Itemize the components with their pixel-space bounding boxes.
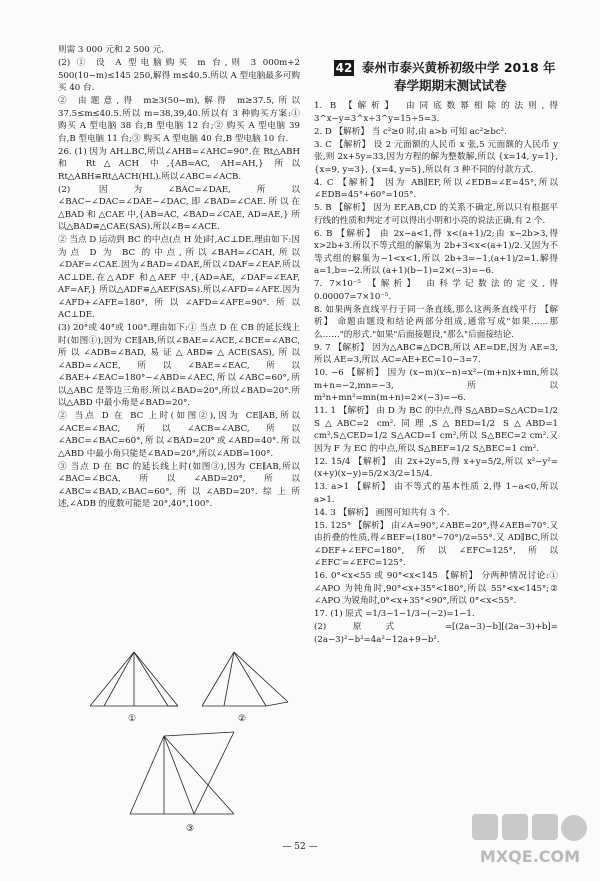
right-paragraph: 13. a>1 【解析】 由不等式的基本性质 2,得 1−a<0,所以 a>1. <box>314 482 558 505</box>
test-title-line2: 春学期期末测试试卷 <box>394 78 507 93</box>
geometry-figure-1 <box>84 648 184 720</box>
page-number: — 52 — <box>282 842 318 852</box>
left-paragraph: ② 由题意,得 m≥3(50−m),解得 m≥37.5,所以 37.5≤m≤40.5.所以 m=38,39,40.所以有 3 种购买方案:① 购买 A 型电脑 38 台,B 型电脑 12 台;② 购买 A 型电脑 39 台,B 型电脑 11 台;③ 购买 A 型电脑 40 台,B 型电脑 10 台. <box>58 96 300 144</box>
left-paragraph: ② 当点 D 在 BC 上时(如图②),因为 CE∥AB,所以∠ACE=∠BAC,所以∠ACB=∠ABC,所以∠ABC=∠BAC=60°,所以∠BAD=20°或∠ABD=40°.所以△ABD 中最小角只能是∠BAD=20°,所以∠ADB=100°. <box>58 411 300 459</box>
left-paragraph: ② 当点 D 运动到 BC 的中点(点 H 处)时,AC⊥DE.理由如下:因为点 D 为 BC 的中点,所以∠BAH=∠CAH,所以∠DAF=∠CAE.因为∠BAD=∠DAE,所以∠DAF=∠EAF.所以 AC⊥DE.在△ADF 和△AEF 中,{AD=AE, ∠DAF=∠EAF, AF=AF,} 所以△ADF≌△AEF(SAS).所以∠AFD=∠AFE.因为∠AFD+∠AFE=180°,所以∠AFD=∠AFE=90°.所以 AC⊥DE. <box>58 235 300 320</box>
left-column <box>58 44 300 511</box>
right-paragraph: (2) 原式 =[(2a−3)−b][(2a−3)+b]=(2a−3)²−b²=4a²−12a+9−b². <box>314 622 558 645</box>
right-paragraph: 1. B 【解析】 由同底数幂相除的法则,得 3^x−y=3^x÷3^y=15÷5=3. <box>314 101 558 124</box>
right-paragraph: 4. C 【解析】 因为 AB∥EF,所以∠EDB=∠E=45°,所以∠EDB=45°+60°=105°. <box>314 177 558 200</box>
svg-text:MXQE.COM: MXQE.COM <box>479 847 581 866</box>
right-paragraph: 3. C 【解析】 设 2 元面额的人民币 x 张,5 元面额的人民币 y 张,则 2x+5y=33,因为方程的解为整数解,所以 {x=14, y=1}, {x=9, y=3}, {x=4, y=5},所以有 3 种不同的付款方式. <box>314 139 558 175</box>
left-paragraph: 26. (1) 因为 AH⊥BC,所以∠AHB=∠AHC=90°.在 Rt△ABH 和 Rt△ACH 中,{AB=AC, AH=AH,} 所以 Rt△ABH≌Rt△ACH(HL).所以∠ABC=∠ACB. <box>58 146 300 182</box>
right-paragraph: 14. 3 【解析】 画图可知共有 3 个. <box>314 507 450 518</box>
test-title-line1: 泰州市泰兴黄桥初级中学 2018 年 <box>362 60 556 75</box>
figure-caption: ② <box>238 714 247 724</box>
geometry-figure-2 <box>194 648 294 720</box>
right-paragraph: 12. 15/4 【解析】 由 2x+2y=5,得 x+y=5/2,所以 x²−y²=(x+y)(x−y)=5/2×3/2=15/4. <box>314 456 558 479</box>
figure-caption: ① <box>128 714 137 724</box>
right-column <box>314 100 558 647</box>
right-paragraph: 7. 7×10⁻⁵ 【解析】 由科学记数法的定义,得 0.00007=7×10⁻⁵. <box>314 279 558 302</box>
right-paragraph: 10. −6 【解析】 因为 (x−m)(x−n)=x²−(m+n)x+mn,所以 m+n=−2,mn=−3,所以 m²n+mn²=mn(m+n)=2×(−3)=−6. <box>314 368 558 403</box>
left-paragraph: (2) ① 设 A 型电脑购买 m 台,则 3 000m+2 500(10−m)≤145 250,解得 m≤40.5.所以 A 型电脑最多可购买 40 台. <box>58 58 300 93</box>
left-figures <box>84 648 304 838</box>
right-paragraph: 11. 1 【解析】 由 D 为 BC 的中点,得 S△ABD=S△ACD=1/2 S△ABC=2 cm².同理,S△BED=1/2 S△ABD=1 cm²,S△CED=1/2 S△ACD=1 cm²,所以 S△BEC=2 cm².又因为 F 为 EC 的中点,所以 S△BEF=1/2 S△BEC=1 cm². <box>314 406 558 454</box>
left-paragraph: 则需 3 000 元和 2 500 元. <box>58 45 164 55</box>
right-paragraph: 17. (1) 原式 =1/3−1−1/3−(−2)=1−1. <box>314 609 475 619</box>
right-paragraph: 2. D 【解析】 当 c²≥0 时,由 a>b 可知 ac²≥bc². <box>314 126 507 137</box>
left-paragraph: (3) 20°或 40°或 100°.理由如下:① 当点 D 在 CB 的延长线上时(如图①),因为 CE∥AB,所以∠BAE=∠ACE,∠BCE=∠ABC,所以∠ADB=∠BAD,易证△ABD≌△ACE(SAS),所以∠ABD=∠ACE,所以∠BAE=∠EAC,所以∠BAE+∠EAC=180°−∠ABD=∠AEC,所以∠ABC=60°,所以△ABC 是等边三角形.所以∠BAD=20°,所以∠BAD=20°.所以△ABD 中最小角是∠BAD=20°. <box>58 323 300 408</box>
right-paragraph: 5. B 【解析】 因为 EF,AB,CD 的关系不确定,所以只有根据平行线的性质和判定才可以得出小明和小亮的说法正确,有 2 个. <box>314 203 558 226</box>
left-paragraph: ③ 当点 D 在 BC 的延长线上时(如图③),因为 CE∥AB,所以∠BAC=∠BCA,所以∠ABD=20°,所以∠ABC=∠BAD,∠BAC=60°,所以∠ABD=20°.综上所述,∠ADB 的度数可能是 20°,40°,100°. <box>58 461 300 509</box>
figure-caption: ③ <box>186 824 195 834</box>
right-paragraph: 15. 125° 【解析】 由∠A=90°,∠ABE=20°,得∠AEB=70°.又由折叠的性质,得∠BEF=(180°−70°)/2=55°.又 AD∥BC,所以∠DEF+∠EFC=180°,所以∠EFC=125°,所以∠EFC′=∠EFC=125°. <box>314 520 558 568</box>
section-badge: 42 <box>335 61 353 75</box>
right-paragraph: 6. B 【解析】 由 2x−a<1,得 x<(a+1)/2;由 x−2b>3,得 x>2b+3.所以不等式组的解集为 2b+3<x<(a+1)/2.又因为不等式组的解集为−1<x<1,所以 2b+3=−1,(a+1)/2=1.解得 a=1,b=−2.所以 (a+1)(b−1)=2×(−3)=−6. <box>314 228 558 276</box>
right-paragraph: 8. 如果两条直线平行于同一条直线,那么这两条直线平行 【解析】 命题由题设和结论两部分组成,通常写成"如果……那么……"的形式."如果"后面接题设,"那么"后面接结论. <box>314 304 558 340</box>
right-paragraph: 9. 7 【解析】 因为△ABC≌△DCB,所以 AE=DE,因为 AE=3,所以 AE=3,所以 AC=AE+EC=10−3=7. <box>314 342 558 365</box>
left-paragraph: (2) 因为∠BAC=∠DAE,所以∠BAC−∠DAC=∠DAE−∠DAC,即∠BAD=∠CAE.所以在△BAD 和 △CAE 中,{AB=AC, ∠BAD=∠CAE, AD=AE,} 所以△BAD≌△CAE(SAS).所以∠B=∠ACE. <box>58 184 300 232</box>
right-paragraph: 16. 0°<x<55 或 90°<x<145 【解析】 分两种情况讨论:① ∠APO 为钝角时,90°<x+35°<180°,所以 55°<x<145°;② ∠APO 为锐角时,0°<x+35°<90°,所以 0°<x<55°. <box>314 571 558 606</box>
geometry-figure-3 <box>124 728 244 828</box>
watermark-logo <box>468 810 592 872</box>
